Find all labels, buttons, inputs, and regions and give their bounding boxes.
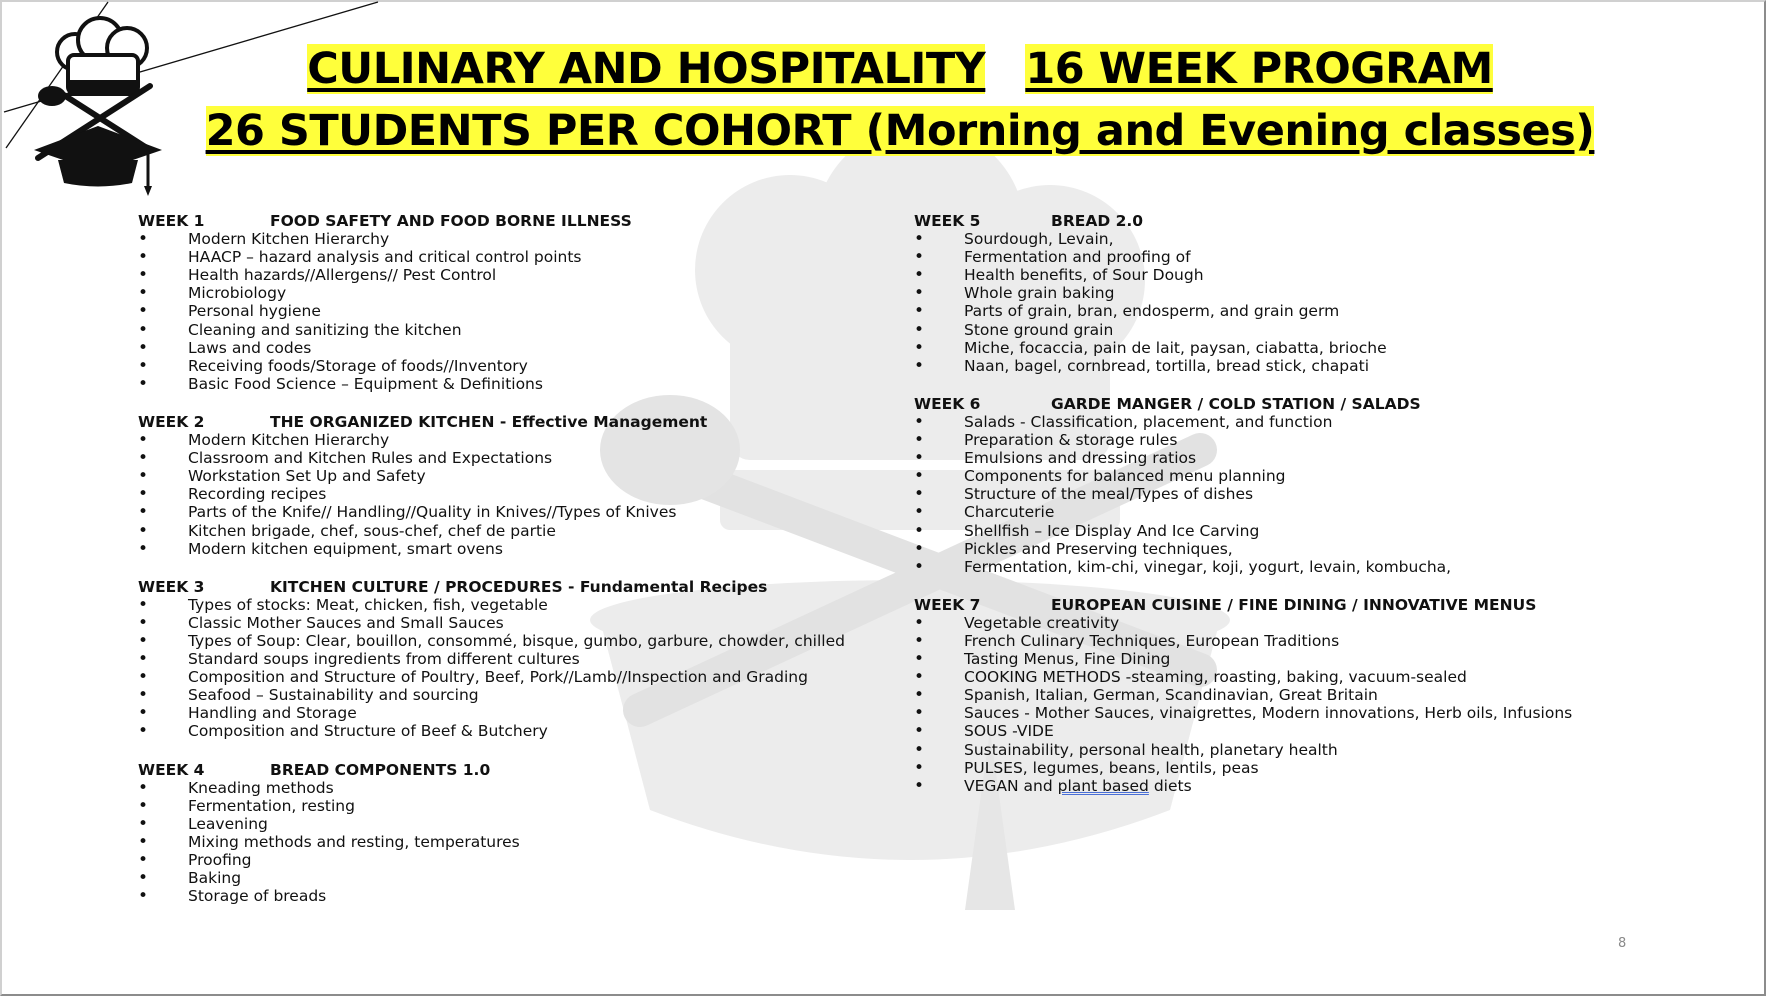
list-item: • SOUS -VIDE xyxy=(914,722,1572,740)
week-topics-list xyxy=(138,230,845,393)
title-duration: 16 WEEK PROGRAM xyxy=(1025,44,1493,94)
item-text: diets xyxy=(1148,776,1192,795)
week-5-section xyxy=(914,212,1572,375)
list-item: • Stone ground grain xyxy=(914,321,1572,339)
week-number: WEEK 4 xyxy=(138,760,205,779)
week-2-section xyxy=(138,413,845,558)
week-topic: BREAD COMPONENTS 1.0 xyxy=(270,760,491,779)
week-1-section xyxy=(138,212,845,393)
week-heading xyxy=(138,761,845,779)
list-item: • Spanish, Italian, German, Scandinavian, Great Britain xyxy=(914,686,1572,704)
title-program-name: CULINARY AND HOSPITALITY xyxy=(307,44,986,94)
list-item: • Naan, bagel, cornbread, tortilla, bread stick, chapati xyxy=(914,357,1572,375)
list-item: • Mixing methods and resting, temperatures xyxy=(138,833,845,851)
week-number: WEEK 2 xyxy=(138,412,205,431)
week-4-section xyxy=(138,761,845,906)
list-item: • Baking xyxy=(138,869,845,887)
list-item: • Types of stocks: Meat, chicken, fish, vegetable xyxy=(138,596,845,614)
list-item: • Workstation Set Up and Safety xyxy=(138,467,845,485)
week-topics-list xyxy=(914,614,1572,795)
list-item: • Kitchen brigade, chef, sous-chef, chef de partie xyxy=(138,522,845,540)
list-item: • Shellfish – Ice Display And Ice Carving xyxy=(914,522,1572,540)
list-item: • Basic Food Science – Equipment & Definitions xyxy=(138,375,845,393)
list-item: • Classroom and Kitchen Rules and Expectations xyxy=(138,449,845,467)
list-item: • Sustainability, personal health, planetary health xyxy=(914,741,1572,759)
week-6-section xyxy=(914,395,1572,576)
list-item: • Charcuterie xyxy=(914,503,1572,521)
week-topic: KITCHEN CULTURE / PROCEDURES - Fundamental Recipes xyxy=(270,577,768,596)
title-line-1 xyxy=(0,44,1766,94)
week-topic: FOOD SAFETY AND FOOD BORNE ILLNESS xyxy=(270,212,632,230)
list-item: • Proofing xyxy=(138,851,845,869)
list-item: • Receiving foods/Storage of foods//Inventory xyxy=(138,357,845,375)
list-item: • Salads - Classification, placement, and function xyxy=(914,413,1572,431)
list-item: • Composition and Structure of Poultry, Beef, Pork//Lamb//Inspection and Grading xyxy=(138,668,845,686)
list-item: • Handling and Storage xyxy=(138,704,845,722)
list-item: • Fermentation, kim-chi, vinegar, koji, yogurt, levain, kombucha, xyxy=(914,558,1572,576)
curriculum-right-column xyxy=(914,212,1572,815)
week-topics-list xyxy=(914,413,1572,576)
week-heading xyxy=(914,212,1572,230)
list-item: • HAACP – hazard analysis and critical control points xyxy=(138,248,845,266)
list-item: • Leavening xyxy=(138,815,845,833)
list-item: • COOKING METHODS -steaming, roasting, baking, vacuum-sealed xyxy=(914,668,1572,686)
list-item: • Microbiology xyxy=(138,284,845,302)
title-cohort: 26 STUDENTS PER COHORT (Morning and Evening classes) xyxy=(205,106,1595,156)
list-item: • Sourdough, Levain, xyxy=(914,230,1572,248)
list-item: • Parts of grain, bran, endosperm, and grain germ xyxy=(914,302,1572,320)
week-topics-list xyxy=(138,779,845,906)
list-item: • Composition and Structure of Beef & Butchery xyxy=(138,722,845,740)
list-item: • Health benefits, of Sour Dough xyxy=(914,266,1572,284)
list-item: • Personal hygiene xyxy=(138,302,845,320)
week-heading xyxy=(138,212,845,230)
list-item: • French Culinary Techniques, European Traditions xyxy=(914,632,1572,650)
week-heading xyxy=(914,596,1572,614)
list-item: • Components for balanced menu planning xyxy=(914,467,1572,485)
list-item: • Kneading methods xyxy=(138,779,845,797)
list-item: • Cleaning and sanitizing the kitchen xyxy=(138,321,845,339)
week-heading xyxy=(138,413,845,431)
week-number: WEEK 3 xyxy=(138,577,205,596)
week-heading xyxy=(138,578,845,596)
week-number: WEEK 1 xyxy=(138,212,205,230)
title-line-2 xyxy=(0,106,1766,156)
list-item: • Preparation & storage rules xyxy=(914,431,1572,449)
list-item: • Standard soups ingredients from different cultures xyxy=(138,650,845,668)
list-item: • Emulsions and dressing ratios xyxy=(914,449,1572,467)
list-item: • Structure of the meal/Types of dishes xyxy=(914,485,1572,503)
week-topics-list xyxy=(914,230,1572,375)
list-item: • Types of Soup: Clear, bouillon, consommé, bisque, gumbo, garbure, chowder, chilled xyxy=(138,632,845,650)
week-topic: BREAD 2.0 xyxy=(1051,212,1144,230)
item-text: VEGAN and xyxy=(964,776,1058,795)
week-number: WEEK 6 xyxy=(914,394,981,413)
list-item: • Classic Mother Sauces and Small Sauces xyxy=(138,614,845,632)
list-item: • Modern Kitchen Hierarchy xyxy=(138,431,845,449)
chef-graduation-logo xyxy=(0,0,390,200)
week-topics-list xyxy=(138,431,845,558)
week-number: WEEK 5 xyxy=(914,212,981,230)
list-item: • Whole grain baking xyxy=(914,284,1572,302)
week-topic: EUROPEAN CUISINE / FINE DINING / INNOVATIVE MENUS xyxy=(1051,595,1537,614)
week-3-section xyxy=(138,578,845,741)
list-item: • Storage of breads xyxy=(138,887,845,905)
list-item: • Modern kitchen equipment, smart ovens xyxy=(138,540,845,558)
list-item: • Miche, focaccia, pain de lait, paysan, ciabatta, brioche xyxy=(914,339,1572,357)
list-item: • Seafood – Sustainability and sourcing xyxy=(138,686,845,704)
list-item: • Modern Kitchen Hierarchy xyxy=(138,230,845,248)
week-topic: THE ORGANIZED KITCHEN - Effective Management xyxy=(270,412,708,431)
page-number: 8 xyxy=(1618,936,1627,951)
week-7-section xyxy=(914,596,1572,795)
week-heading xyxy=(914,395,1572,413)
list-item: • Sauces - Mother Sauces, vinaigrettes, Modern innovations, Herb oils, Infusions xyxy=(914,704,1572,722)
list-item: • Laws and codes xyxy=(138,339,845,357)
list-item: • Vegetable creativity xyxy=(914,614,1572,632)
list-item: • Parts of the Knife// Handling//Quality in Knives//Types of Knives xyxy=(138,503,845,521)
week-number: WEEK 7 xyxy=(914,595,981,614)
list-item: • Fermentation and proofing of xyxy=(914,248,1572,266)
list-item: • Pickles and Preserving techniques, xyxy=(914,540,1572,558)
spellcheck-underlined-text: plant based xyxy=(1057,776,1149,795)
list-item: • Tasting Menus, Fine Dining xyxy=(914,650,1572,668)
list-item: • Recording recipes xyxy=(138,485,845,503)
list-item: • Health hazards//Allergens// Pest Control xyxy=(138,266,845,284)
curriculum-left-column xyxy=(138,212,845,925)
week-topic: GARDE MANGER / COLD STATION / SALADS xyxy=(1051,394,1421,413)
list-item xyxy=(914,777,1572,795)
list-item: • PULSES, legumes, beans, lentils, peas xyxy=(914,759,1572,777)
week-topics-list xyxy=(138,596,845,741)
list-item: • Fermentation, resting xyxy=(138,797,845,815)
